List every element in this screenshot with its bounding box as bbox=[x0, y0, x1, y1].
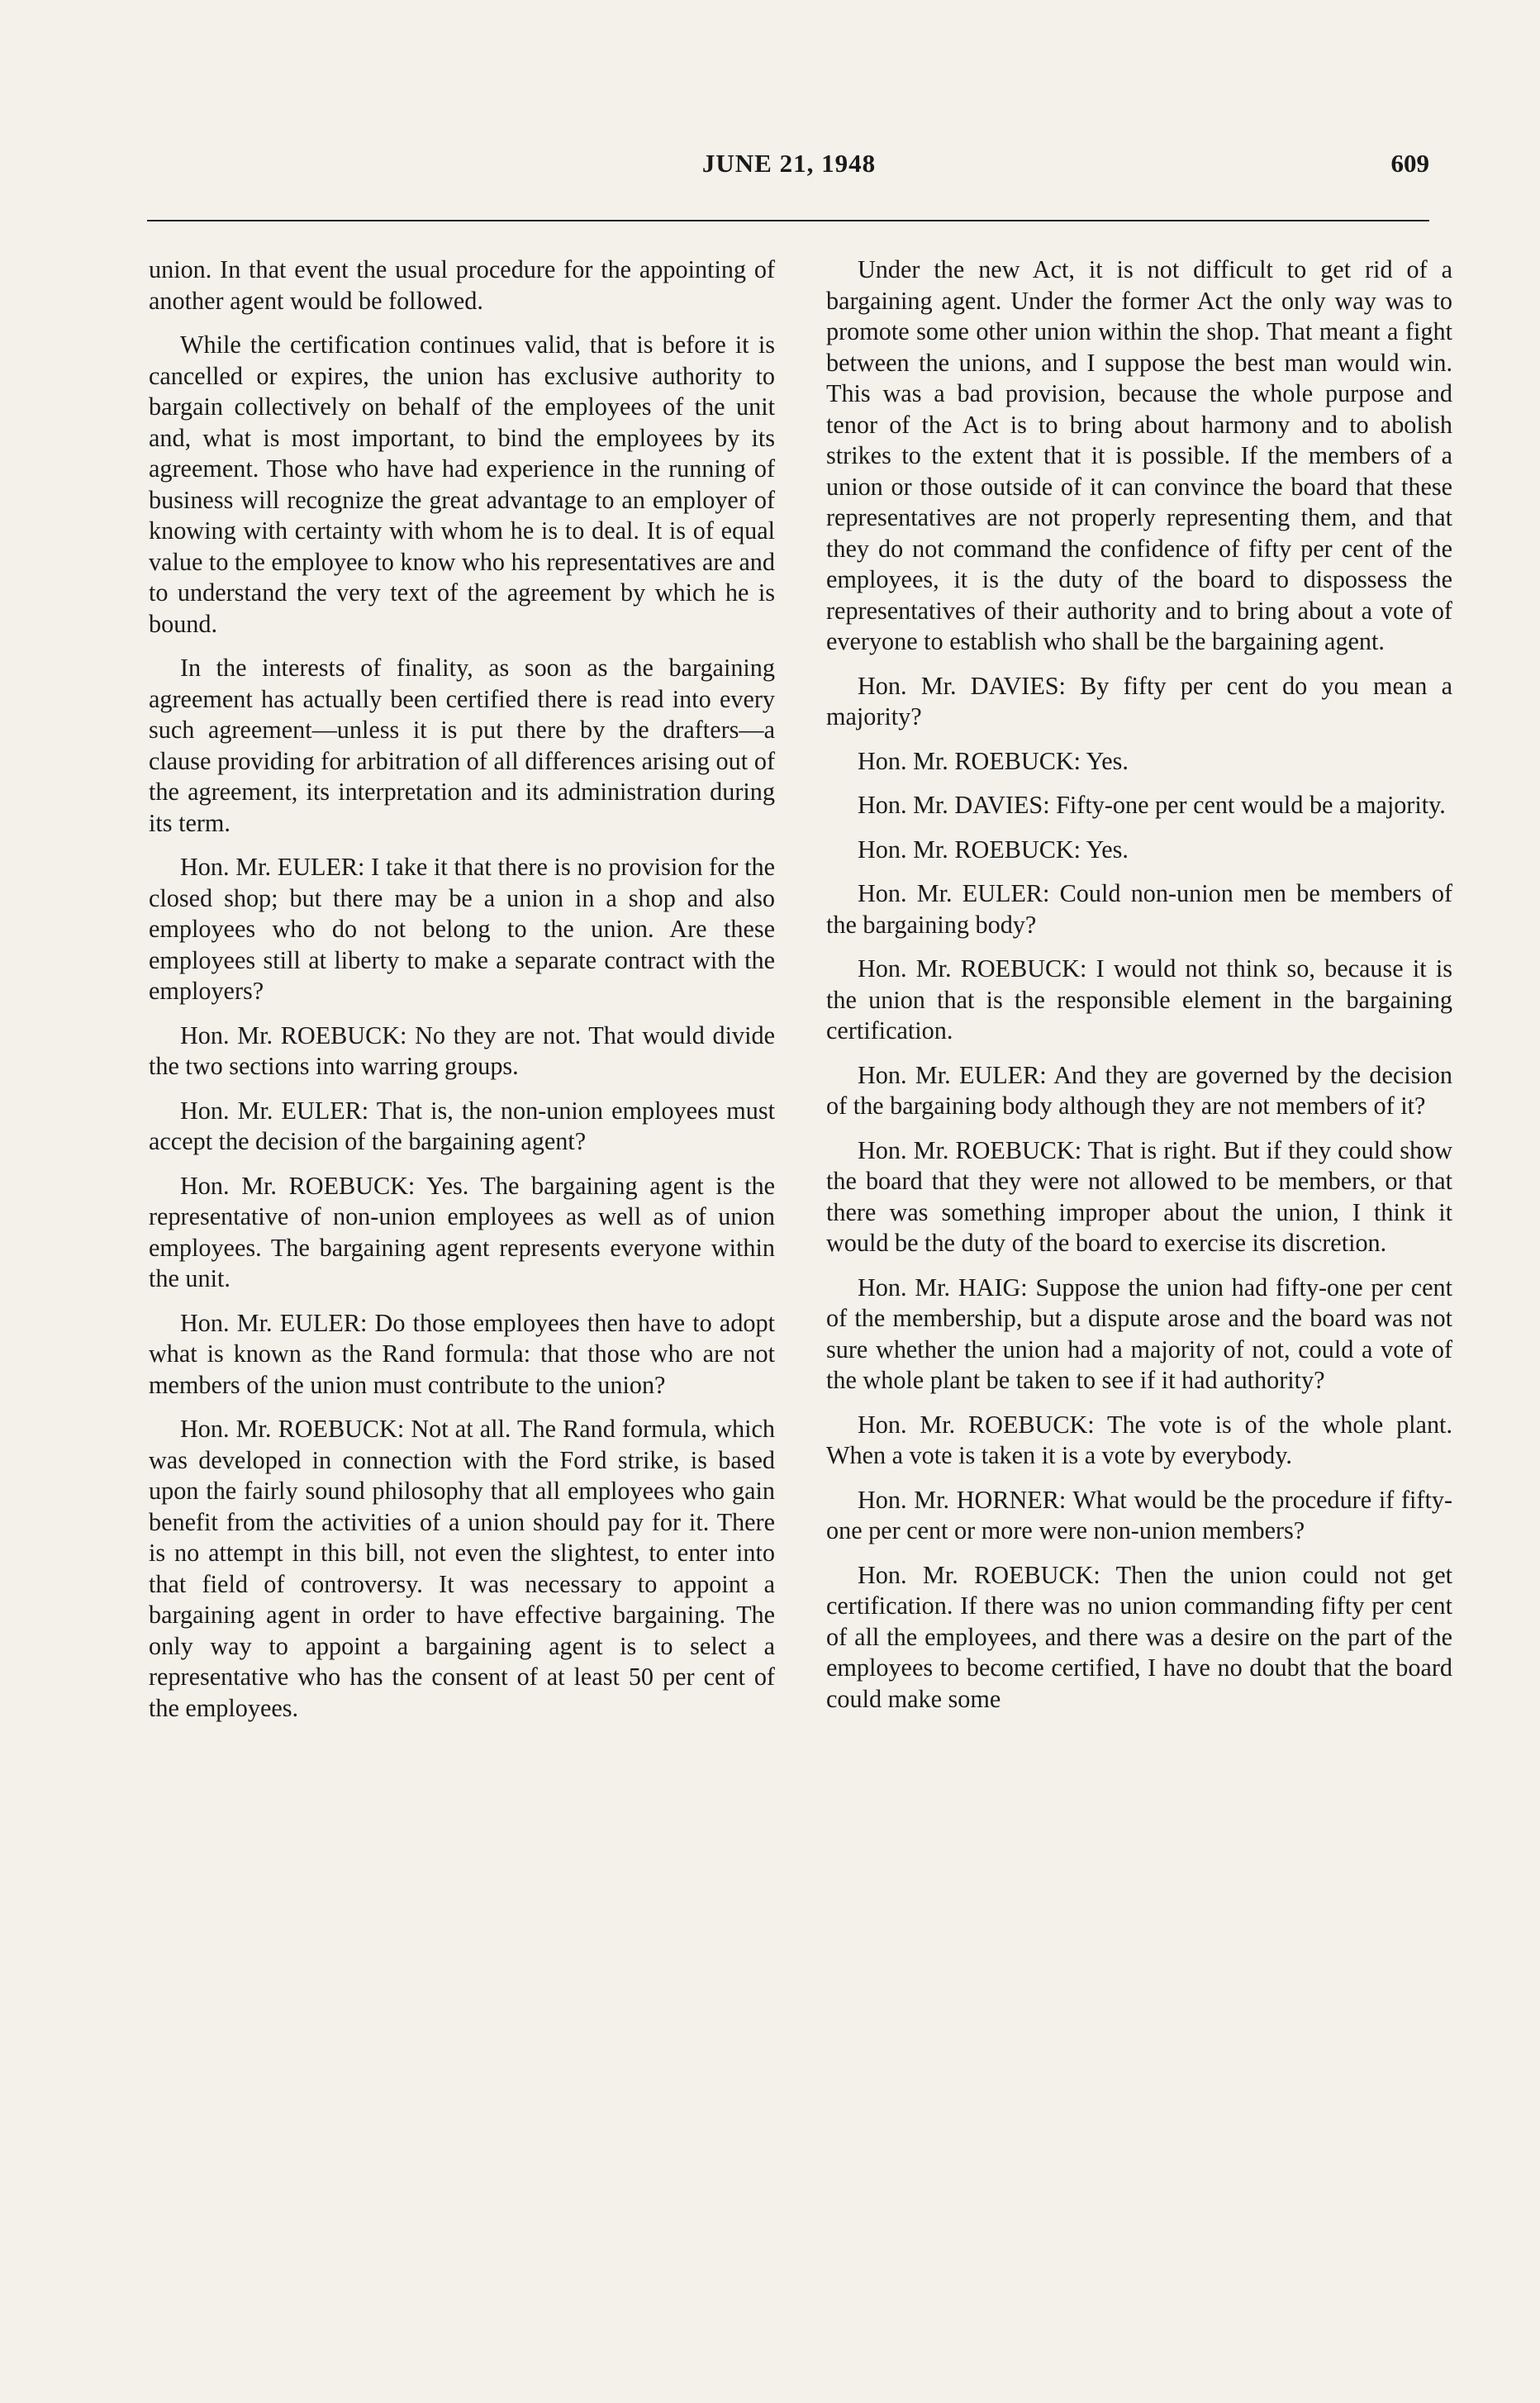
paragraph: Hon. Mr. EULER: Could non-union men be members of the bargaining body? bbox=[826, 879, 1452, 939]
paragraph: Hon. Mr. ROEBUCK: The vote is of the whole plant. When a vote is taken it is a vote by everybody. bbox=[826, 1410, 1452, 1469]
paragraph: Hon. Mr. EULER: And they are governed by the decision of the bargaining body although they are not members of it? bbox=[826, 1060, 1452, 1120]
page-date: JUNE 21, 1948 bbox=[701, 149, 877, 178]
paragraph: union. In that event the usual procedure for the appointing of another agent would be followed. bbox=[149, 255, 775, 315]
paragraph: Hon. Mr. EULER: That is, the non-union employees must accept the decision of the bargaining agent? bbox=[149, 1096, 775, 1155]
paragraph: In the interests of finality, as soon as the bargaining agreement has actually been certified there is read into every such agreement—unless it is put there by the drafters—a clause providing for arbitration of all differences arising out of the agreement, its interpretation and its administration during its term. bbox=[149, 654, 775, 837]
page-number: 609 bbox=[1390, 149, 1429, 178]
page-header bbox=[149, 149, 1429, 190]
paragraph: Hon. Mr. ROEBUCK: That is right. But if they could show the board that they were not allowed to be members, or that there was something improper about the union, I think it would be the duty of the board to exercise its discretion. bbox=[826, 1135, 1452, 1257]
left-column bbox=[149, 255, 775, 1737]
paragraph: Hon. Mr. DAVIES: Fifty-one per cent would be a majority. bbox=[858, 791, 1446, 819]
paragraph: Under the new Act, it is not difficult to get rid of a bargaining agent. Under the former Act the only way was to promote some other union within the shop. That meant a fight between the unions, and I suppose the best man would win. This was a bad provision, because the whole purpose and tenor of the Act is to bring about harmony and to abolish strikes to the extent that it is possible. If the members of a union or those outside of it can convince the board that these representatives are not properly representing them, and that they do not command the confidence of fifty per cent of the employees, it is the duty of the board to dispossess the representatives of their authority and to bring about a vote of everyone to establish who shall be the bargaining agent. bbox=[826, 255, 1452, 655]
paragraph: Hon. Mr. ROEBUCK: Not at all. The Rand formula, which was developed in connection with the Ford strike, is based upon the fairly sound philosophy that all employees who gain benefit from the activities of a union should pay for it. There is no attempt in this bill, not even the slightest, to enter into that field of controversy. It was necessary to appoint a bargaining agent in order to have effective bargaining. The only way to appoint a bargaining agent is to select a representative who has the consent of at least 50 per cent of the employees. bbox=[149, 1415, 775, 1722]
paragraph: Hon. Mr. HORNER: What would be the procedure if fifty-one per cent or more were non-union members? bbox=[826, 1485, 1452, 1544]
paragraph: Hon. Mr. ROEBUCK: Then the union could not get certification. If there was no union commanding fifty per cent of all the employees, and there was a desire on the part of the employees to become certified, I have no doubt that the board could make some bbox=[826, 1560, 1452, 1713]
right-column bbox=[826, 255, 1452, 1728]
paragraph: Hon. Mr. EULER: Do those employees then have to adopt what is known as the Rand formula: that those who are not members of the union must contribute to the union? bbox=[149, 1308, 775, 1399]
header-rule bbox=[147, 220, 1429, 221]
paragraph: Hon. Mr. ROEBUCK: Yes. bbox=[858, 835, 1129, 864]
paragraph: Hon. Mr. ROEBUCK: Yes. bbox=[858, 746, 1129, 775]
paragraph: While the certification continues valid, that is before it is cancelled or expires, the union has exclusive authority to bargain collectively on behalf of the employees of the unit and, what is most important, to bind the employees by its agreement. Those who have had experience in the running of business will recognize the great advantage to an employer of knowing with certainty with whom he is to deal. It is of equal value to the employee to know who his representatives are and to understand the very text of the agreement by which he is bound. bbox=[149, 331, 775, 638]
paragraph: Hon. Mr. ROEBUCK: Yes. The bargaining agent is the representative of non-union employees as well as of union employees. The bargaining agent represents everyone within the unit. bbox=[149, 1171, 775, 1292]
paragraph: Hon. Mr. EULER: I take it that there is no provision for the closed shop; but there may be a union in a shop and also employees who do not belong to the union. Are these employees still at liberty to make a separate contract with the employers? bbox=[149, 853, 775, 1005]
paragraph: Hon. Mr. ROEBUCK: I would not think so, because it is the union that is the responsible element in the bargaining certification. bbox=[826, 954, 1452, 1044]
paragraph: Hon. Mr. DAVIES: By fifty per cent do you mean a majority? bbox=[826, 671, 1452, 730]
paragraph: Hon. Mr. HAIG: Suppose the union had fifty-one per cent of the membership, but a dispute arose and the board was not sure whether the union had a majority of not, could a vote of the whole plant be taken to see if it had authority? bbox=[826, 1273, 1452, 1394]
paragraph: Hon. Mr. ROEBUCK: No they are not. That would divide the two sections into warring groups. bbox=[149, 1021, 775, 1080]
